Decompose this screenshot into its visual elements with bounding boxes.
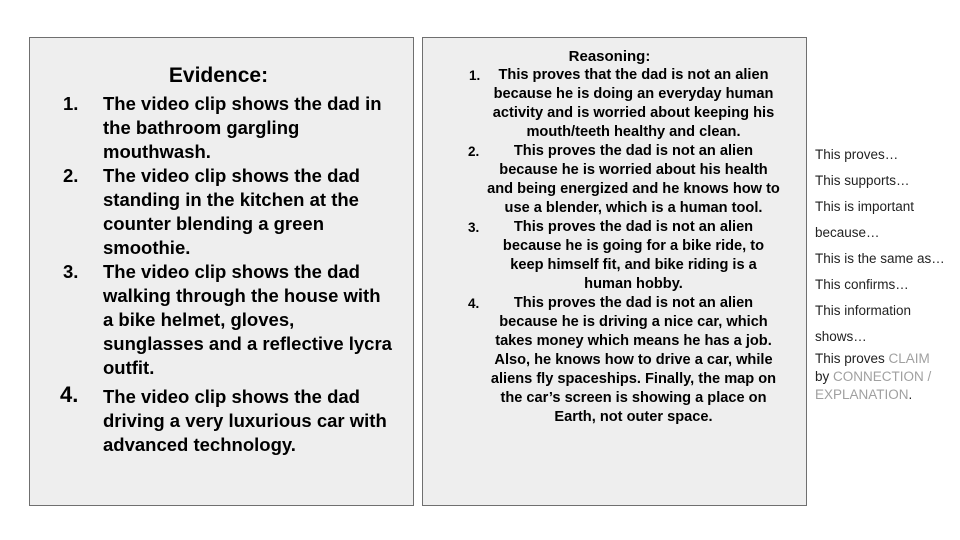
starter-line: This supports… xyxy=(815,173,910,188)
reasoning-panel xyxy=(422,37,807,506)
starter-template xyxy=(815,350,960,404)
reasoning-text: This proves the dad is not an alien because he is going for a bike ride, to keep himself fit, and bike riding is a human hobby. xyxy=(502,219,765,292)
reasoning-number: 2. xyxy=(468,144,480,159)
evidence-list xyxy=(30,92,413,457)
starter-line: This confirms… xyxy=(815,277,909,292)
starter-line: This information xyxy=(815,303,912,318)
evidence-item-3 xyxy=(30,260,413,380)
starter-line: because… xyxy=(815,225,880,240)
reasoning-item-3 xyxy=(423,218,806,294)
starter-line: This is important xyxy=(815,199,915,214)
claim-placeholder: CLAIM xyxy=(888,351,930,366)
evidence-number: 4. xyxy=(60,382,79,407)
connection-placeholder: CONNECTION / EXPLANATION xyxy=(815,369,932,402)
reasoning-number: 4. xyxy=(468,296,480,311)
reasoning-item-1 xyxy=(423,66,806,142)
starter-line: This is the same as… xyxy=(815,251,945,266)
evidence-panel xyxy=(29,37,414,506)
template-suffix: . xyxy=(908,387,913,402)
sentence-starters xyxy=(815,142,960,404)
template-prefix: This proves xyxy=(815,351,889,366)
reasoning-item-2 xyxy=(423,142,806,218)
reasoning-number: 1. xyxy=(469,68,481,83)
template-middle: by xyxy=(815,369,834,384)
evidence-number: 2. xyxy=(63,165,79,186)
evidence-title: Evidence: xyxy=(168,64,269,87)
evidence-number: 1. xyxy=(63,93,79,114)
starter-line: This proves… xyxy=(815,147,899,162)
reasoning-number: 3. xyxy=(468,220,480,235)
reasoning-title: Reasoning: xyxy=(568,48,651,65)
evidence-number: 3. xyxy=(63,261,79,282)
evidence-text: The video clip shows the dad walking through the house with a bike helmet, gloves, sunglasses and a reflective lycra outfit. xyxy=(103,261,392,378)
evidence-item-4 xyxy=(30,382,413,457)
evidence-item-1 xyxy=(30,92,413,164)
evidence-text: The video clip shows the dad standing in the kitchen at the counter blending a green smoothie. xyxy=(103,165,360,258)
reasoning-text: This proves the dad is not an alien because he is driving a nice car, which takes money which means he has a job. Also, he knows how to drive a car, while aliens fly spaceships. Finally, the map on the car’s screen is showing a place on Earth, not outer space. xyxy=(490,295,777,425)
reasoning-text: This proves the dad is not an alien because he is worried about his health and being energized and he knows how to use a blender, which is a human tool. xyxy=(487,143,780,216)
evidence-text: The video clip shows the dad driving a very luxurious car with advanced technology. xyxy=(103,386,387,455)
reasoning-text: This proves that the dad is not an alien because he is doing an everyday human activity and is worried about keeping his mouth/teeth healthy and clean. xyxy=(492,67,775,140)
starter-line: shows… xyxy=(815,329,867,344)
evidence-item-2 xyxy=(30,164,413,260)
reasoning-list xyxy=(423,66,806,427)
evidence-text: The video clip shows the dad in the bathroom gargling mouthwash. xyxy=(103,93,382,162)
reasoning-item-4 xyxy=(423,294,806,427)
